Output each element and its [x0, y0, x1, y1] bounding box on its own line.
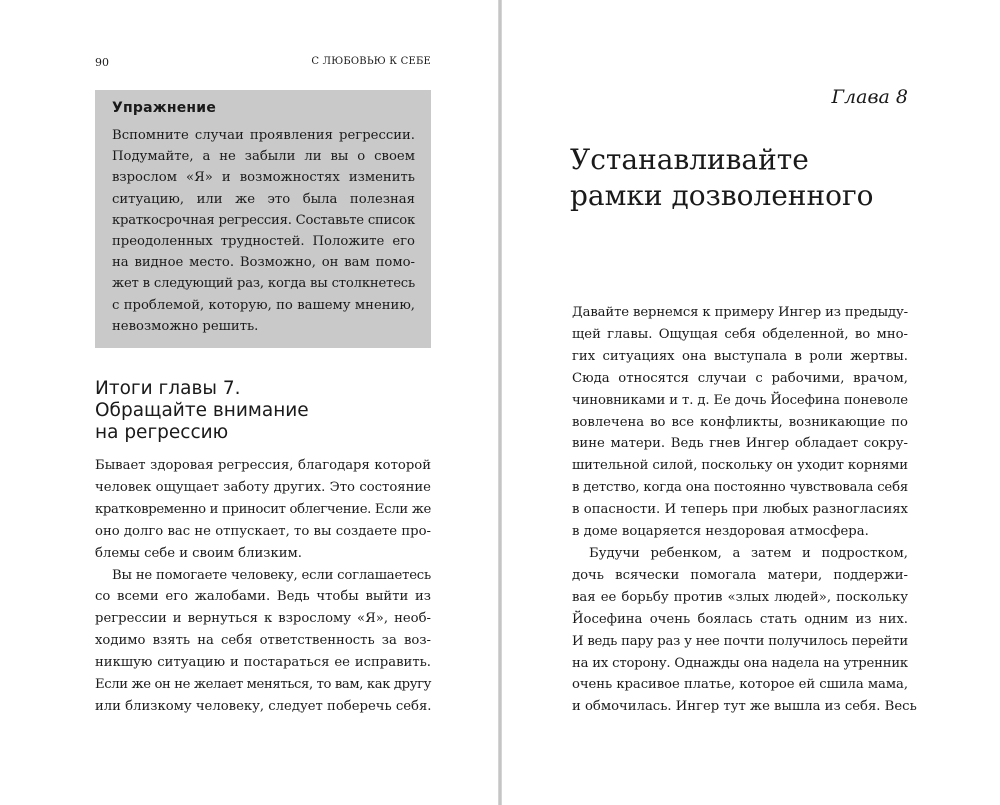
text-line: преодоленных трудностей. Положите его — [112, 234, 415, 250]
text-line: Бывает здоровая регрессия, благодаря которой — [95, 458, 431, 473]
page-number: 90 — [95, 56, 109, 69]
text-line: невозможно решить. — [112, 318, 259, 334]
text-line: Вы не помогаете человеку, если соглашаетесь — [112, 567, 431, 583]
text-line: очень красивое платье, которое ей сшила мама, — [572, 677, 908, 693]
left-page — [0, 0, 498, 805]
text-line: щей главы. Ощущая себя обделенной, во мно- — [572, 326, 908, 342]
text-line: в детство, когда она постоянно чувствовала себя — [572, 480, 908, 496]
text-line: вая ее борьбу против «злых людей», поскольку — [572, 589, 908, 605]
text-line: чиновниками и т. д. Ее дочь Йосефина поневоле — [572, 392, 908, 408]
text-line: и обмочилась. Ингер тут же вышла из себя. Весь — [572, 699, 917, 715]
right-body-text — [572, 302, 917, 718]
section-title-line: Обращайте внимание — [95, 400, 309, 421]
section-title-line: на регрессию — [95, 422, 229, 443]
text-line: дочь всячески помогала матери, поддержи- — [572, 567, 908, 583]
text-line: человек ощущает заботу других. Это состояние — [95, 479, 431, 495]
text-line: или близкому человеку, следует поберечь себя. — [95, 698, 432, 714]
chapter-label: Глава 8 — [831, 86, 908, 108]
text-line: взрослом «Я» и возможностях изменить — [112, 170, 415, 186]
exercise-text — [112, 125, 415, 337]
paragraph — [95, 455, 431, 565]
text-line: Будучи ребенком, а затем и подростком, — [589, 545, 908, 561]
text-line: Подумайте, а не забыли ли вы о своем — [112, 149, 415, 165]
paragraph — [95, 565, 431, 718]
text-line: Если же он не желает меняться, то вам, как другу — [95, 677, 431, 693]
paragraph — [572, 543, 917, 718]
text-line: со всеми его жалобами. Ведь чтобы выйти из — [95, 589, 431, 605]
paragraph — [572, 302, 908, 543]
text-line: на видное место. Возможно, он вам помо- — [112, 255, 415, 271]
text-line: кратковременно и приносит облегчение. Если же — [95, 501, 431, 517]
text-line: оно долго вас не отпускает, то вы создаете про- — [95, 523, 431, 539]
page-header — [95, 56, 431, 72]
text-line: регрессии и вернуться к взрослому «Я», необ- — [95, 611, 431, 627]
text-line: жет в следующий раз, когда вы столкнетесь — [112, 276, 415, 292]
exercise-title: Упражнение — [112, 100, 217, 116]
text-line: шительной силой, поскольку он уходит корнями — [572, 458, 908, 474]
right-page — [502, 0, 1000, 805]
text-line: на их сторону. Однажды она надела на утренник — [572, 655, 908, 671]
running-head: С ЛЮБОВЬЮ К СЕБЕ — [311, 56, 431, 67]
text-line: краткосрочная регрессия. Составьте список — [112, 212, 415, 228]
chapter-title-line: Устанавливайте — [570, 143, 809, 176]
text-line: Давайте вернемся к примеру Ингер из предыду- — [572, 305, 908, 320]
text-line: Вспомните случаи проявления регрессии. — [112, 128, 415, 143]
text-line: с проблемой, которую, по вашему мнению, — [112, 297, 415, 313]
chapter-title-line: рамки дозволенного — [570, 179, 874, 212]
chapter-title — [570, 142, 930, 214]
text-line: ситуацию, или же это была полезная — [112, 191, 415, 207]
text-line: Йосефина очень боялась стать одним из них. — [572, 611, 908, 627]
left-body-text — [95, 455, 431, 718]
text-line: Сюда относятся случаи с рабочими, врачом, — [572, 370, 908, 386]
text-line: вовлечена во все конфликты, возникающие по — [572, 414, 908, 430]
text-line: ходимо взять на себя ответственность за воз- — [95, 633, 431, 649]
text-line: И ведь пару раз у нее почти получилось перейти — [572, 633, 908, 649]
text-line: в доме воцаряется нездоровая атмосфера. — [572, 524, 869, 540]
text-line: блемы себе и своим близким. — [95, 545, 302, 561]
text-line: в опасности. И теперь при любых разногласиях — [572, 502, 908, 518]
section-title — [95, 378, 431, 444]
text-line: гих ситуациях она выступала в роли жертвы. — [572, 348, 908, 364]
section-title-line: Итоги главы 7. — [95, 378, 241, 399]
text-line: вине матери. Ведь гнев Ингер обладает сокру- — [572, 436, 908, 452]
text-line: никшую ситуацию и постараться ее исправить. — [95, 655, 431, 671]
exercise-box — [95, 90, 431, 348]
